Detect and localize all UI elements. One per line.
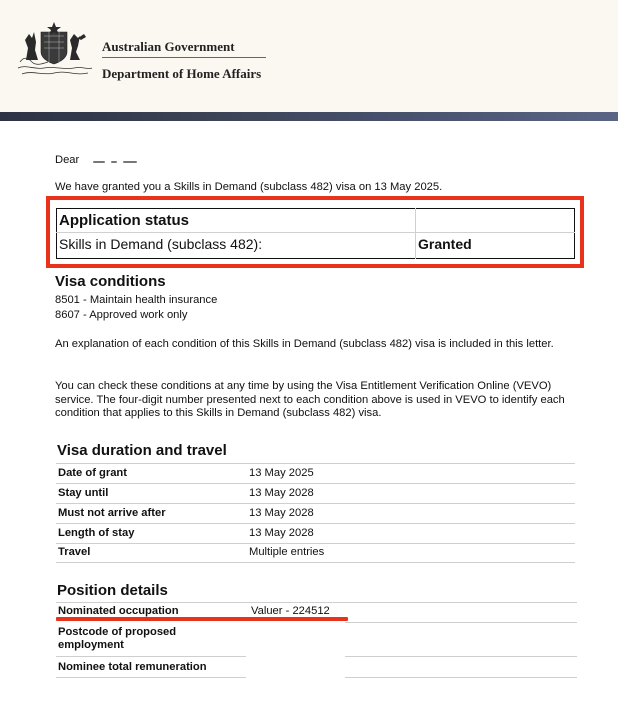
length-of-stay-value: 13 May 2028	[249, 527, 314, 539]
table-rule	[56, 523, 575, 524]
table-rule	[56, 656, 246, 657]
remuneration-label: Nominee total remuneration	[58, 661, 207, 673]
table-rule	[56, 543, 575, 544]
length-of-stay-label: Length of stay	[58, 527, 135, 539]
coat-of-arms-icon	[14, 18, 94, 80]
status-column-divider	[415, 208, 416, 259]
redacted-name	[93, 161, 143, 163]
table-rule	[56, 602, 577, 603]
travel-value: Multiple entries	[249, 546, 325, 558]
table-rule	[56, 463, 575, 464]
vevo-paragraph: You can check these conditions at any time by using the Visa Entitlement Verification Online (VEVO) service. The four-digit number presented next to each condition above is used in VEVO to identify each condition that applies to this Skills in Demand (subclass 482) visa.	[55, 380, 565, 419]
table-rule	[56, 562, 575, 563]
condition-item: 8607 - Approved work only	[55, 309, 188, 321]
letterhead	[0, 0, 618, 112]
nominated-occupation-value: Valuer - 224512	[251, 605, 330, 617]
application-status-title: Application status	[59, 212, 190, 229]
travel-label: Travel	[58, 546, 91, 558]
position-details-title: Position details	[57, 582, 168, 599]
postcode-label: Postcode of proposed employment	[58, 626, 177, 651]
table-rule	[56, 503, 575, 504]
date-of-grant-value: 13 May 2025	[249, 467, 314, 479]
occupation-highlight	[56, 617, 348, 621]
application-status-label: Skills in Demand (subclass 482):	[59, 236, 263, 252]
department-name: Department of Home Affairs	[102, 66, 262, 81]
nominated-occupation-label: Nominated occupation	[58, 605, 179, 617]
table-rule	[345, 656, 577, 657]
salutation: Dear	[55, 154, 80, 166]
table-rule	[56, 483, 575, 484]
table-rule	[345, 622, 577, 623]
table-rule	[56, 677, 246, 678]
government-name: Australian Government	[102, 39, 235, 54]
conditions-explanation: An explanation of each condition of this Skills in Demand (subclass 482) visa is included in this letter.	[55, 338, 554, 350]
condition-item: 8501 - Maintain health insurance	[55, 294, 218, 306]
date-of-grant-label: Date of grant	[58, 467, 127, 479]
visa-duration-title: Visa duration and travel	[57, 442, 227, 459]
stay-until-label: Stay until	[58, 487, 109, 499]
visa-conditions-title: Visa conditions	[55, 273, 166, 290]
table-rule	[345, 677, 577, 678]
letterhead-divider	[102, 57, 266, 58]
must-not-arrive-after-value: 13 May 2028	[249, 507, 314, 519]
grant-paragraph: We have granted you a Skills in Demand (subclass 482) visa on 13 May 2025.	[55, 181, 443, 193]
must-not-arrive-after-label: Must not arrive after	[58, 507, 166, 519]
status-row-divider	[56, 232, 575, 233]
stay-until-value: 13 May 2028	[249, 487, 314, 499]
application-status-value: Granted	[418, 236, 472, 252]
header-band	[0, 112, 618, 121]
